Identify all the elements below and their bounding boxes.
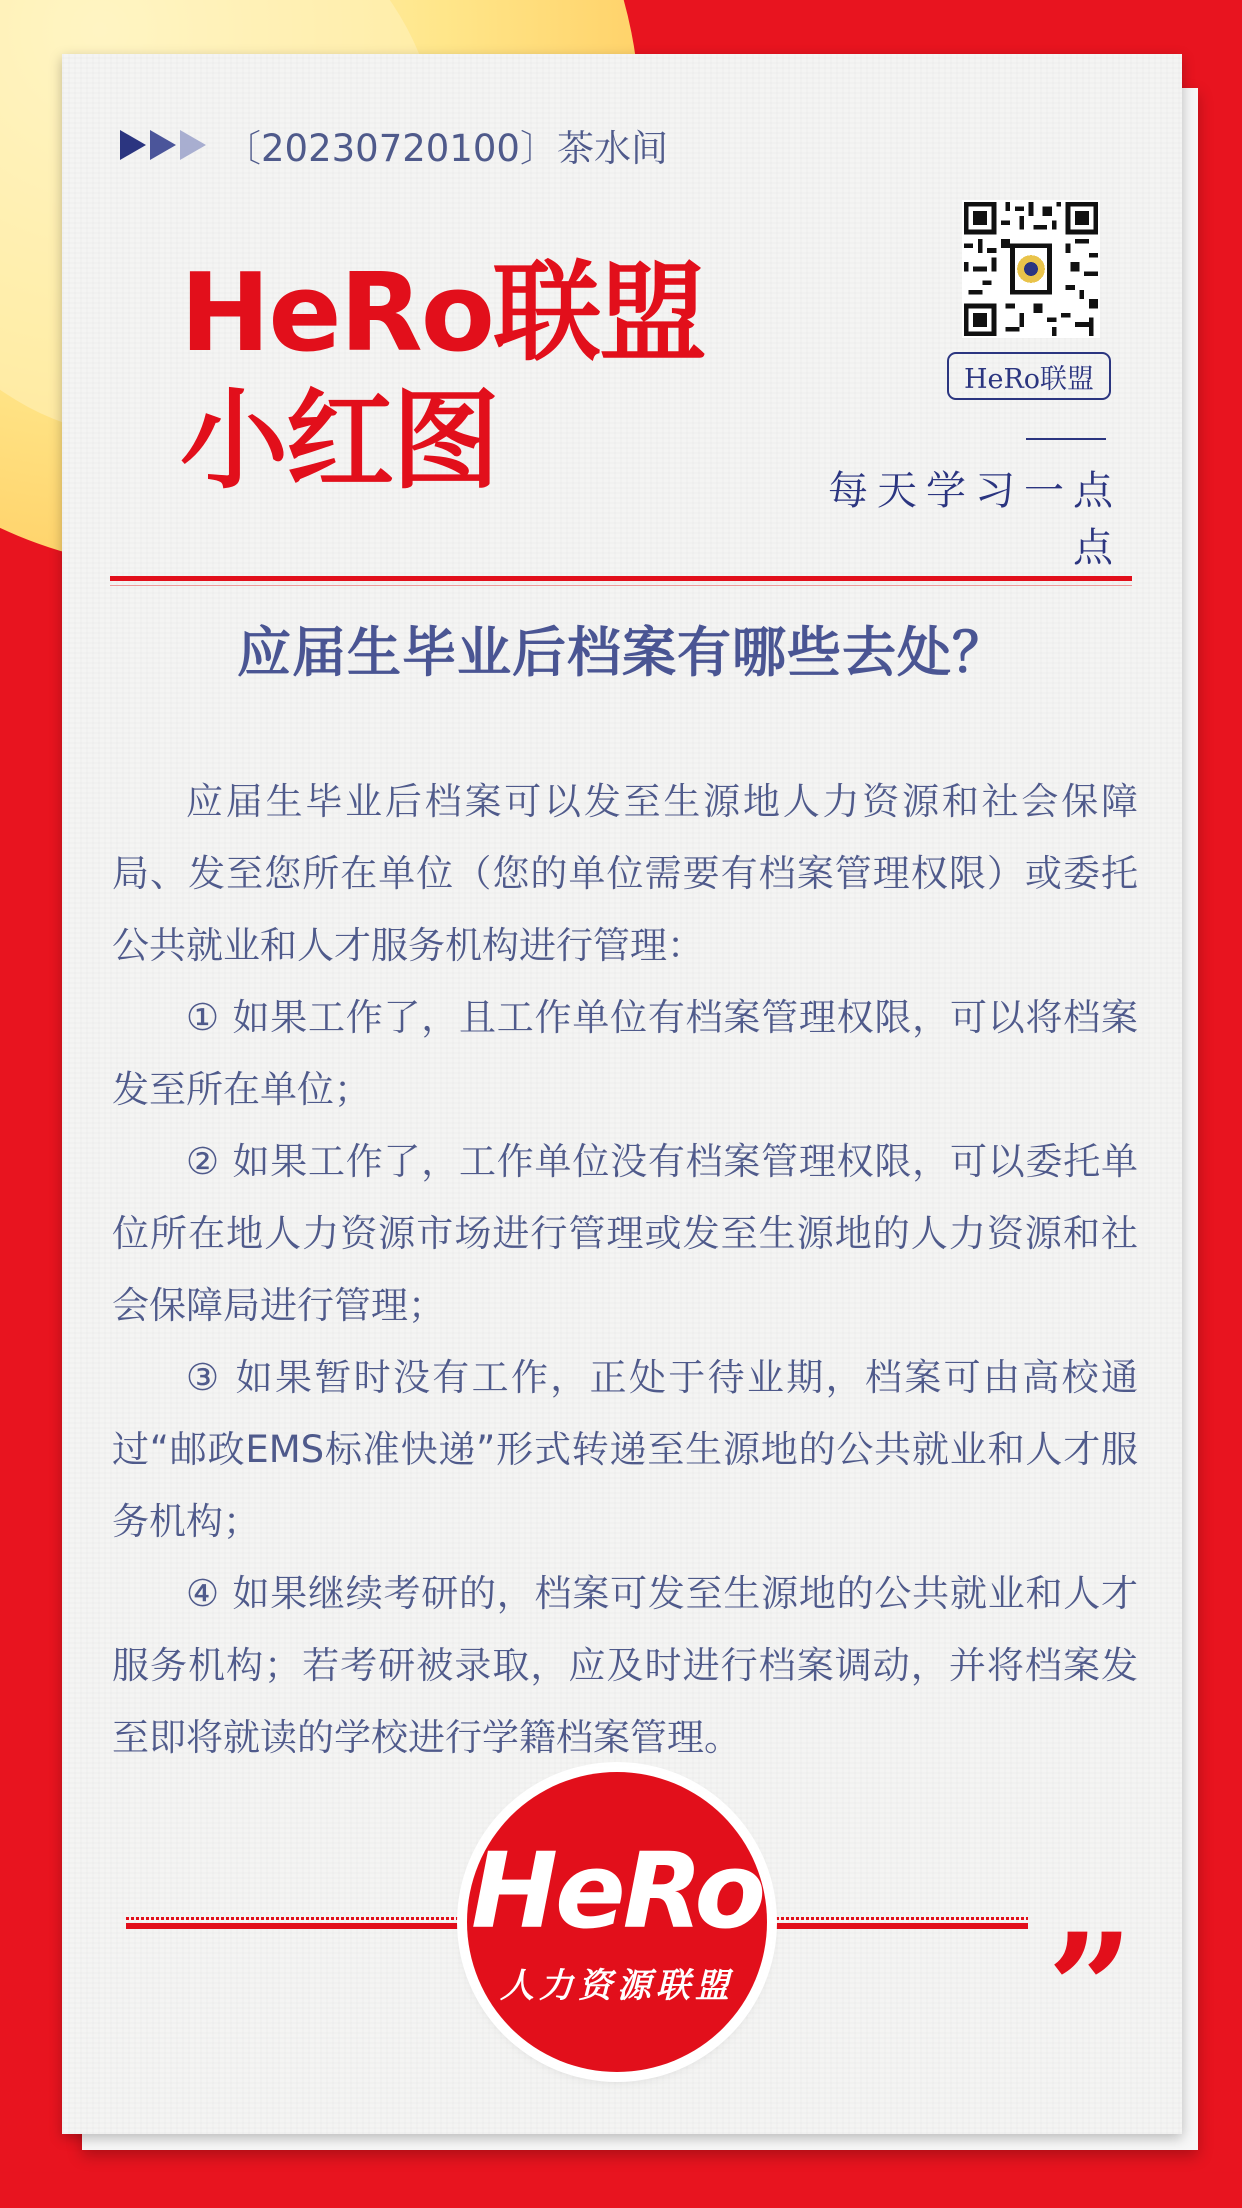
footer-line-right [776, 1917, 1028, 1929]
qr-code[interactable] [962, 200, 1100, 338]
slogan: 每天学习一点点 [828, 468, 1122, 571]
brand-title [180, 250, 705, 506]
issue-text: 〔20230720100〕茶水间 [224, 127, 668, 170]
article-body [112, 766, 1138, 1774]
footer-line-left [126, 1917, 466, 1929]
paragraph-item-3: ③ 如果暂时没有工作，正处于待业期，档案可由高校通过“邮政EMS标准快递”形式转递至生源地的公共就业和人才服务机构； [112, 1356, 1138, 1543]
logo-title: HeRo [471, 1830, 763, 1952]
quote-mark-icon: ” [1047, 1901, 1134, 2077]
brand-line-1: HeRo联盟 [180, 251, 705, 376]
paragraph-intro: 应届生毕业后档案可以发至生源地人力资源和社会保障局、发至您所在单位（您的单位需要有档案管理权限）或委托公共就业和人才服务机构进行管理： [112, 780, 1138, 967]
divider-red [110, 576, 1132, 581]
divider-red-thin [110, 585, 1132, 586]
poster-card [62, 54, 1182, 2134]
qr-label: HeRo联盟 [947, 352, 1111, 400]
article-title: 应届生毕业后档案有哪些去处？ [237, 621, 1007, 684]
hero-logo [467, 1772, 767, 2072]
paragraph-item-1: ① 如果工作了，且工作单位有档案管理权限，可以将档案发至所在单位； [112, 996, 1138, 1111]
paragraph-item-4: ④ 如果继续考研的，档案可发至生源地的公共就业和人才服务机构；若考研被录取，应及时进行档案调动，并将档案发至即将就读的学校进行学籍档案管理。 [112, 1572, 1138, 1759]
brand-line-2: 小红图 [180, 379, 499, 504]
paragraph-item-2: ② 如果工作了，工作单位没有档案管理权限，可以委托单位所在地人力资源市场进行管理或发至生源地的人力资源和社会保障局进行管理； [112, 1140, 1138, 1327]
triple-arrow-icon [120, 130, 210, 160]
logo-subtitle: 人力资源联盟 [500, 1966, 734, 2006]
divider-short [1026, 438, 1106, 440]
qr-code-icon [964, 202, 1098, 336]
issue-label [120, 120, 668, 170]
